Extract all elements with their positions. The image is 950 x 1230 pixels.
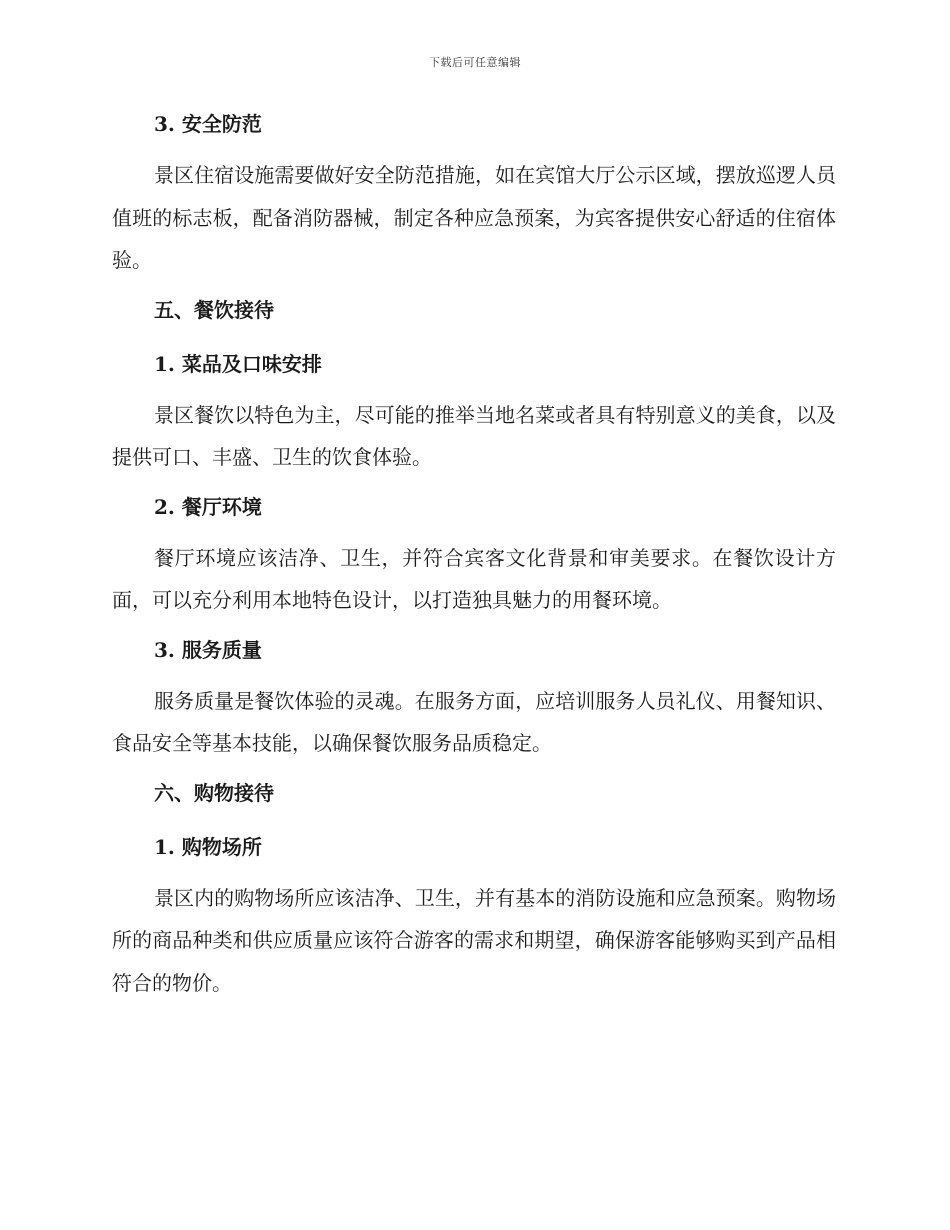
paragraph-restaurant-env: 餐厅环境应该洁净、卫生，并符合宾客文化背景和审美要求。在餐饮设计方面，可以充分利用本地特色设计，以打造独具魅力的用餐环境。 [112,545,836,612]
heading-service-quality: 3. 服务质量 [154,637,262,662]
heading-shopping-venue: 1. 购物场所 [154,834,262,859]
heading-dishes: 1. 菜品及口味安排 [154,351,322,376]
paragraph-dishes: 景区餐饮以特色为主，尽可能的推举当地名菜或者具有特别意义的美食，以及提供可口、丰盛、卫生的饮食体验。 [112,402,836,469]
page-header: 下载后可任意编辑 [429,56,521,69]
paragraph-safety: 景区住宿设施需要做好安全防范措施，如在宾馆大厅公示区域，摆放巡逻人员值班的标志板，配备消防器械，制定各种应急预案，为宾客提供安心舒适的住宿体验。 [112,163,836,272]
heading-safety: 3. 安全防范 [154,112,262,136]
paragraph-service-quality: 服务质量是餐饮体验的灵魂。在服务方面，应培训服务人员礼仪、用餐知识、食品安全等基本技能，以确保餐饮服务品质稳定。 [112,688,836,755]
document-body [112,108,836,1004]
heading-shopping: 六、购物接待 [154,780,274,805]
heading-restaurant-env: 2. 餐厅环境 [154,494,262,519]
paragraph-shopping-venue: 景区内的购物场所应该洁净、卫生，并有基本的消防设施和应急预案。购物场所的商品种类和供应质量应该符合游客的需求和期望，确保游客能够购买到产品相符合的物价。 [112,885,836,995]
heading-catering: 五、餐饮接待 [154,297,274,322]
